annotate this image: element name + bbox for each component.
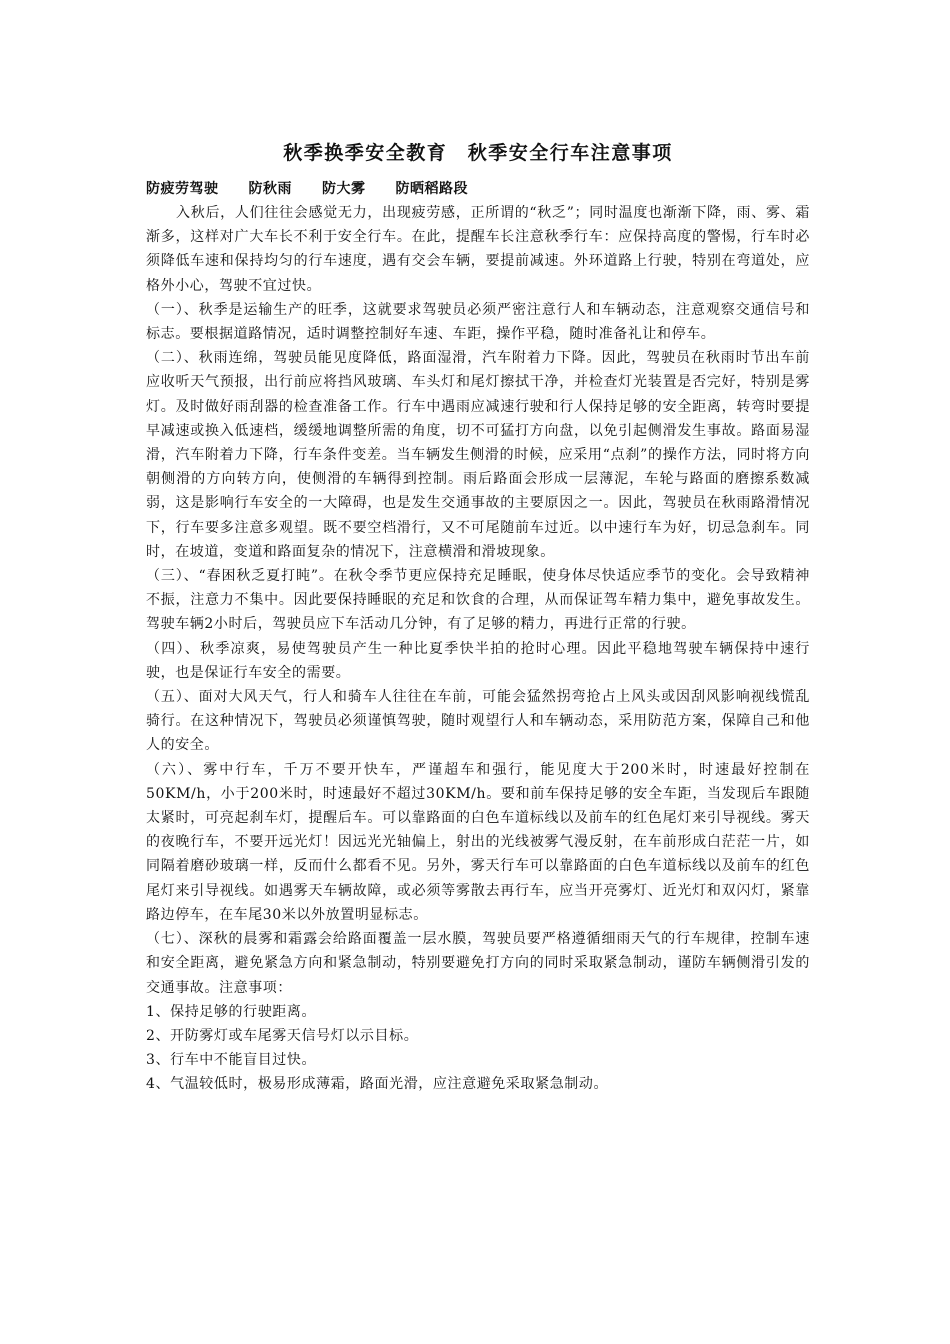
section-7: （七）、深秋的晨雾和霜露会给路面覆盖一层水膜，驾驶员要严格遵循细雨天气的行车规律，控制车速和安全距离，避免紧急方向和紧急制动，特别要避免打方向的同时采取紧急制动，谨防车辆侧滑引发的交通事故。注意事项：	[146, 931, 810, 996]
document-page	[146, 140, 810, 1097]
topic-rain: 防秋雨	[248, 181, 292, 197]
section-1: （一）、秋季是运输生产的旺季，这就要求驾驶员必须严密注意行人和车辆动态，注意观察交通信号和标志。要根据道路情况，适时调整控制好车速、车距，操作平稳，随时准备礼让和停车。	[146, 301, 810, 343]
topic-fog: 防大雾	[322, 181, 366, 197]
topic-list	[146, 177, 810, 201]
note-3: 3、行车中不能盲目过快。	[146, 1052, 317, 1069]
note-2: 2、开防雾灯或车尾雾天信号灯以示目标。	[146, 1027, 419, 1044]
topic-fatigue: 防疲劳驾驶	[146, 181, 219, 197]
intro-paragraph: 入秋后，人们往往会感觉无力，出现疲劳感，正所谓的“秋乏”；同时温度也渐渐下降，雨、雾、霜渐多，这样对广大车长不利于安全行车。在此，提醒车长注意秋季行车：应保持高度的警惕，行车时必须降低车速和保持均匀的行车速度，遇有交会车辆，要提前减速。外环道路上行驶，特别在弯道处，应格外小心，驾驶不宜过快。	[146, 205, 810, 294]
topic-rice-drying-road: 防晒稻路段	[395, 181, 468, 197]
section-5: （五）、面对大风天气，行人和骑车人往往在车前，可能会猛然拐弯抢占上风头或因刮风影响视线慌乱骑行。在这种情况下，驾驶员必须谨慎驾驶，随时观望行人和车辆动态，采用防范方案，保障自己和他人的安全。	[146, 689, 810, 754]
note-4: 4、气温较低时，极易形成薄霜，路面光滑，应注意避免采取紧急制动。	[146, 1076, 609, 1093]
section-3: （三）、“春困秋乏夏打盹”。在秋令季节更应保持充足睡眠，使身体尽快适应季节的变化。会导致精神不振，注意力不集中。因此要保持睡眠的充足和饮食的合理，从而保证驾车精力集中，避免事故发生。驾驶车辆2小时后，驾驶员应下车活动几分钟，有了足够的精力，再进行正常的行驶。	[146, 568, 810, 633]
section-6: （六）、雾中行车，千万不要开快车，严谨超车和强行，能见度大于200米时，时速最好控制在50KM/h，小于200米时，时速最好不超过30KM/h。要和前车保持足够的安全车距，当发现后车跟随太紧时，可亮起刹车灯，提醒后车。可以靠路面的白色车道标线以及前车的红色尾灯来引导视线。雾天的夜晚行车，不要开远光灯！因远光光轴偏上，射出的光线被雾气漫反射，在车前形成白茫茫一片，如同隔着磨砂玻璃一样，反而什么都看不见。另外，雾天行车可以靠路面的白色车道标线以及前车的红色尾灯来引导视线。如遇雾天车辆故障，或必须等雾散去再行车，应当开亮雾灯、近光灯和双闪灯，紧靠路边停车，在车尾30米以外放置明显标志。	[146, 761, 810, 923]
document-title: 秋季换季安全教育 秋季安全行车注意事项	[283, 142, 673, 164]
note-1: 1、保持足够的行驶距离。	[146, 1003, 317, 1020]
section-4: （四）、秋季凉爽，易使驾驶员产生一种比夏季快半拍的抢时心理。因此平稳地驾驶车辆保持中速行驶，也是保证行车安全的需要。	[146, 640, 810, 681]
section-2: （二）、秋雨连绵，驾驶员能见度降低，路面湿滑，汽车附着力下降。因此，驾驶员在秋雨时节出车前应收听天气预报，出行前应将挡风玻璃、车头灯和尾灯擦拭干净，并检查灯光装置是否完好，特别是雾灯。及时做好雨刮器的检查准备工作。行车中遇雨应减速行驶和行人保持足够的安全距离，转弯时要提早减速或换入低速档，缓缓地调整所需的角度，切不可猛打方向盘，以免引起侧滑发生事故。路面易湿滑，汽车附着力下降，行车条件变差。当车辆发生侧滑的时候，应采用“点刹”的操作方法，同时将方向朝侧滑的方向转方向，使侧滑的车辆得到控制。雨后路面会形成一层薄泥，车轮与路面的磨擦系数减弱，这是影响行车安全的一大障碍，也是发生交通事故的主要原因之一。因此，驾驶员在秋雨路滑情况下，行车要多注意多观望。既不要空档滑行，又不可尾随前车过近。以中速行车为好，切忌急刹车。同时，在坡道，变道和路面复杂的情况下，注意横滑和滑坡现象。	[146, 350, 810, 560]
